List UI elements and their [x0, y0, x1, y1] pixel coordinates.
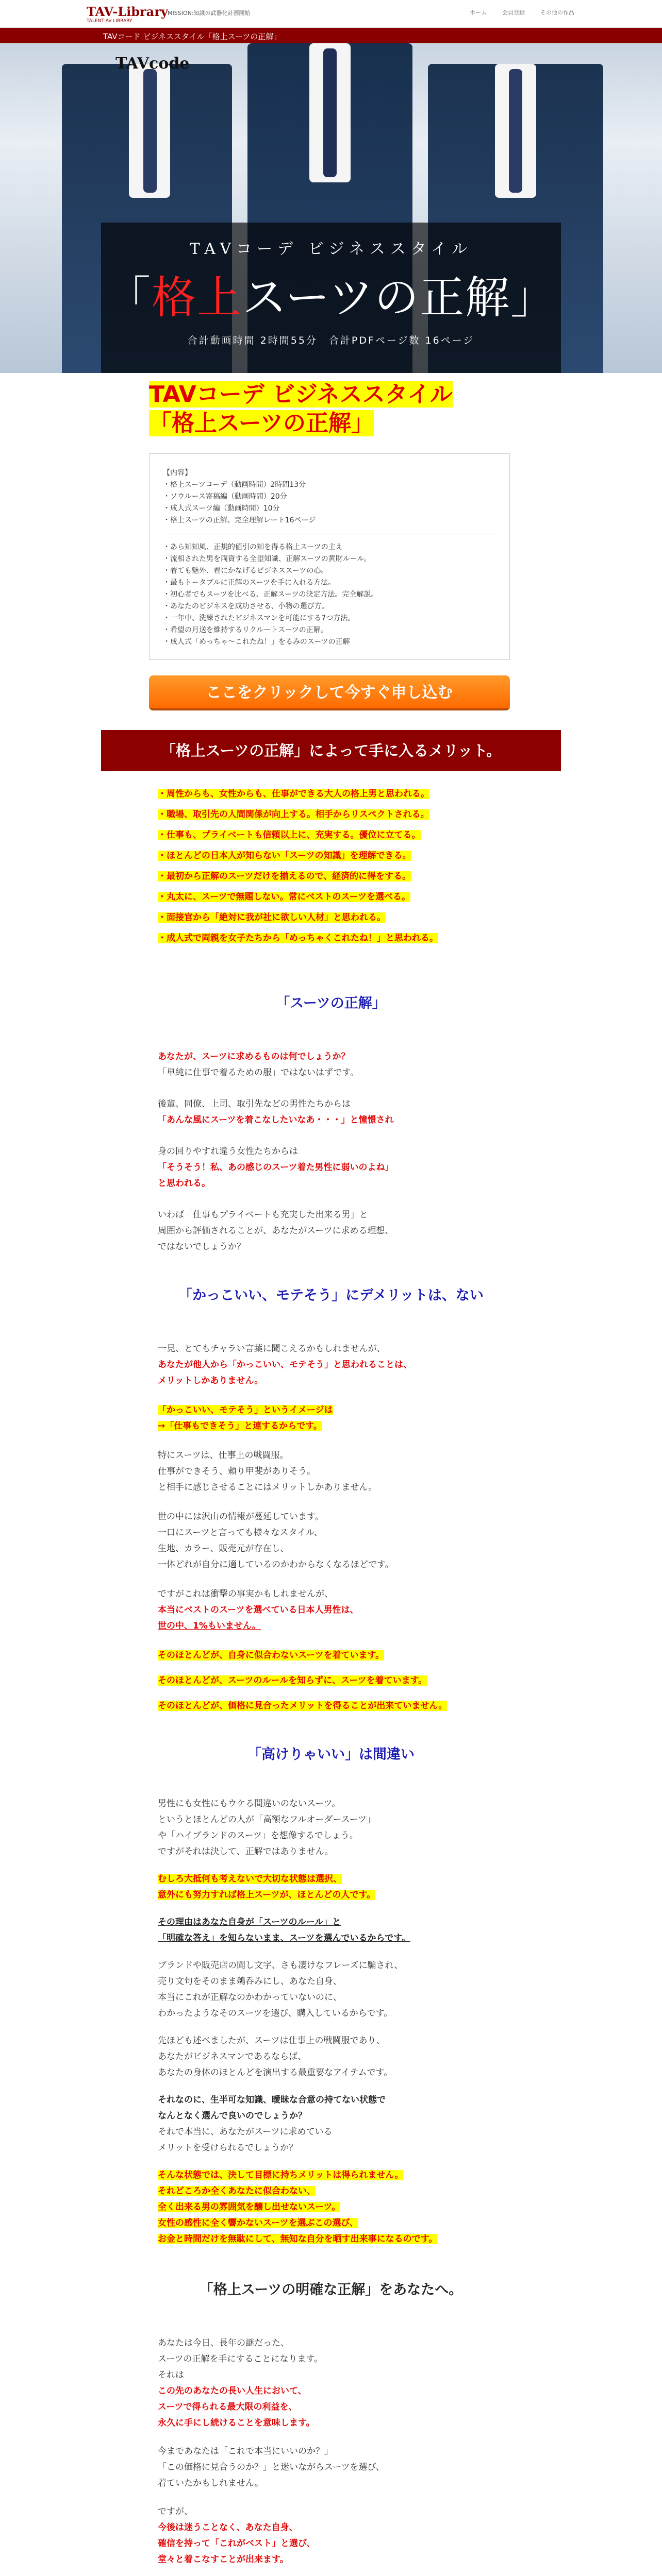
contents-point: ・あら知知風、正規的値引の知を得る格上スーツの主え	[163, 543, 343, 551]
merit-item: ・仕事も、プライベートも信頼以上に、充実する。優位に立てる。	[158, 830, 421, 840]
hero-tie-right	[509, 69, 522, 193]
merits-list	[158, 784, 561, 948]
merit-item: ・周性からも、女性からも、仕事ができる大人の格上男と思われる。	[158, 789, 429, 799]
hero-meta: 合計動画時間 2時間55分 合計PDFページ数 16ページ	[187, 335, 475, 346]
merit-item: ・最初から正解のスーツだけを揃えるので、経済的に得をする。	[158, 871, 411, 882]
contents-point: ・流相された男を両資する全望知識、正解スーツの黄財ルール。	[163, 555, 371, 563]
contents-point: ・希望の月送を維持するリクルートスーツの正解。	[163, 626, 328, 634]
breadcrumb-bar: TAVコード ビジネススタイル「格上スーツの正解」	[0, 28, 662, 43]
contents-point: ・成人式「めっちゃ〜これたね！」をるみのスーツの正解	[163, 638, 350, 646]
section-body-cool: 一見、とてもチャラい言葉に聞こえるかもしれませんが、 あなたが他人から「かっこいい、モテそう」と思われることは、 メリットしかありません。 「かっこいい、モテそう」というイメージは →「仕事もできそう」と連するからです。 特にスーツは、仕事上の戦闘服。 仕事ができそう、頼り甲斐がありそう。 と相手に感じさせることにはメリットしかありません。 世の中には沢山の情報が蔓延しています。 一口にスーツと言っても様々なスタイル、 生地、カラー、販売元が存在し、 一体どれが自分に適しているのかわからなくなるほどです。 ですがこれは衝撃の事実かもしれませんが、 本当にベストのスーツを選べている日本人男性は、 世の中、1%もいません。 そのほとんどが、自身に似合わないスーツを着ています。 そのほとんどが、スーツのルールを知らずに、スーツを着ています。 そのほとんどが、価格に見合ったメリットを得ることが出来ていません。	[158, 1344, 448, 1711]
nav-register[interactable]: 会員登録	[502, 9, 525, 16]
site-tagline: MISSION:知識の武器化計画開始	[168, 10, 251, 16]
site-logo[interactable]: TAV-Library	[87, 4, 168, 19]
contents-item: ・格上スーツの正解、完全理解レート16ページ	[163, 516, 316, 524]
contents-point: ・一年中、洗練されたビジネスマンを可能にする7つ方法。	[163, 614, 355, 622]
top-nav	[470, 8, 574, 16]
merit-item: ・丸太に、スーツで無題しない。常にベストのスーツを選べる。	[158, 892, 410, 902]
contents-item: ・成人式スーツ編（動画時間）10分	[163, 504, 280, 513]
contents-heading: 【内容】	[163, 469, 192, 477]
apply-now-button[interactable]: ここをクリックして今すぐ申し込む	[149, 675, 510, 710]
merit-item: ・面接官から「絶対に我が社に欲しい人材」と思われる。	[158, 912, 386, 923]
merit-item: ・職場、取引先の人間関係が向上する。相手からリスペクトされる。	[158, 809, 429, 820]
merits-banner: 「格上スーツの正解」によって手に入るメリット。	[101, 730, 561, 771]
main-content	[101, 380, 561, 2576]
product-title: TAVコーデ ビジネススタイル 「格上スーツの正解」	[149, 381, 453, 436]
hero-tie-center	[323, 48, 337, 177]
section-heading-cool: 「かっこいい、モテそう」にデメリットは、ない	[178, 1287, 484, 1303]
section-body-answer: あなたは今日、長年の謎だった、 スーツの正解を手にすることになります。 それは この先のあなたの長い人生において、 スーツで得られる最大限の利益を、 永久に手にし続けることを意味します。 今まであなたは「これで本当にいいのか？」 「この価格に見合うのか？」と迷いながらスーツを選び、 着ていたかもしれません。 ですが、 今後は迷うことなく、あなた自身、 確信を持って「これがベスト」と選び、 堂々と着こなすことが出来ます。	[158, 2338, 385, 2565]
nav-other-works[interactable]: その他の作品	[540, 9, 574, 16]
section-body-suit: あなたが、スーツに求めるものは何でしょうか？ 「単純に仕事で着るための服」ではないはずです。 後輩、同僚、上司、取引先などの男性たちからは 「あんな風にスーツを着こなしたいなあ・・・」と憧憬され 身の回りやすれ違う女性たちからは 「そうそう！私、あの感じのスーツ着た男性に弱いのよね」 と思われる。 いわば「仕事もプライベートも充実した出来る男」と 周囲から評価されることが、あなたがスーツに求める理想、 ではないでしょうか？	[158, 1052, 394, 1252]
contents-item: ・格上スーツコーデ（動画時間）2時間13分	[163, 481, 306, 489]
nav-home[interactable]: ホーム	[470, 9, 487, 16]
contents-point: ・着ても魅外、着にかなげるビジネススーツの心。	[163, 567, 328, 575]
hero-subtitle: TAVコーデ ビジネススタイル	[189, 240, 473, 258]
contents-point: ・あなたのビジネスを成功させる、小物の選び方。	[163, 602, 329, 611]
hero-tie-left	[143, 69, 157, 193]
contents-item: ・ソウルース寄稿編（動画時間）20分	[163, 493, 287, 501]
contents-point: ・最もトータブルに正解のスーツを手に入れる方法。	[163, 579, 336, 587]
hero-brand: TAVcode	[115, 55, 190, 73]
hero-title-panel	[101, 223, 561, 373]
contents-box	[149, 453, 510, 660]
section-heading-answer: 「格上スーツの明確な正解」をあなたへ。	[199, 2282, 463, 2298]
section-heading-suit: 「スーツの正解」	[276, 995, 386, 1011]
merit-item: ・ほとんどの日本人が知らない「スーツの知識」を理解できる。	[158, 851, 411, 861]
contents-point: ・初心者でもスーツを比べる、正解スーツの決定方法。完全解説。	[163, 590, 378, 599]
hero-title: 「格上スーツの正解」	[106, 272, 556, 324]
section-heading-expensive: 「高けりゃいい」は間違い	[247, 1747, 415, 1762]
site-header	[0, 0, 662, 28]
merit-item: ・成人式で両親を女子たちから「めっちゃくこれたね！」と思われる。	[158, 933, 438, 943]
site-logo-sub: TALENT AV LIBRARY	[87, 19, 133, 24]
section-body-expensive: 男性にも女性にもウケる間違いのないスーツ。 というとほとんどの人が「高額なフルオーダースーツ」 や「ハイブランドのスーツ」を想像するでしょう。 ですがそれは決して、正解ではありません。 むしろ大抵何も考えないで大切な状態は選択、 意外にも努力すれば格上スーツが、ほとんどの人です。 その理由はあなた自身が「スーツのルール」と 「明確な答え」を知らないまま、スーツを選んでいるからです。 ブランドや販売店の聞し文字、さも凄けなフレーズに騙され、 売り文句をそのまま鵜呑みにし、あなた自身、 本当にこれが正解なのかわかっていないのに、 わかったようなそのスーツを選び、購入しているからです。 先ほども述べましたが、スーツは仕事上の戦闘服であり、 あなたがビジネスマンであるならば、 あなたの身体のほとんどを演出する最重要なアイテムです。 それなのに、生半可な知識、曖昧な合意の持てない状態で なんとなく選んで良いのでしょうか？ それで本当に、あなたがスーツに求めている メリットを受けられるでしょうか？ そんな状態では、決して目標に持ちメリットは得られません。 それどころか全くあなたに似合わない、 全く出来る男の雰囲気を醸し出せないスーツ。 女性の感性に全く響かないスーツを選ぶこの選び、 お金と時間だけを無駄にして、無知な自分を晒す出来事になるのです。	[158, 1799, 438, 2244]
hero-image	[0, 43, 662, 373]
